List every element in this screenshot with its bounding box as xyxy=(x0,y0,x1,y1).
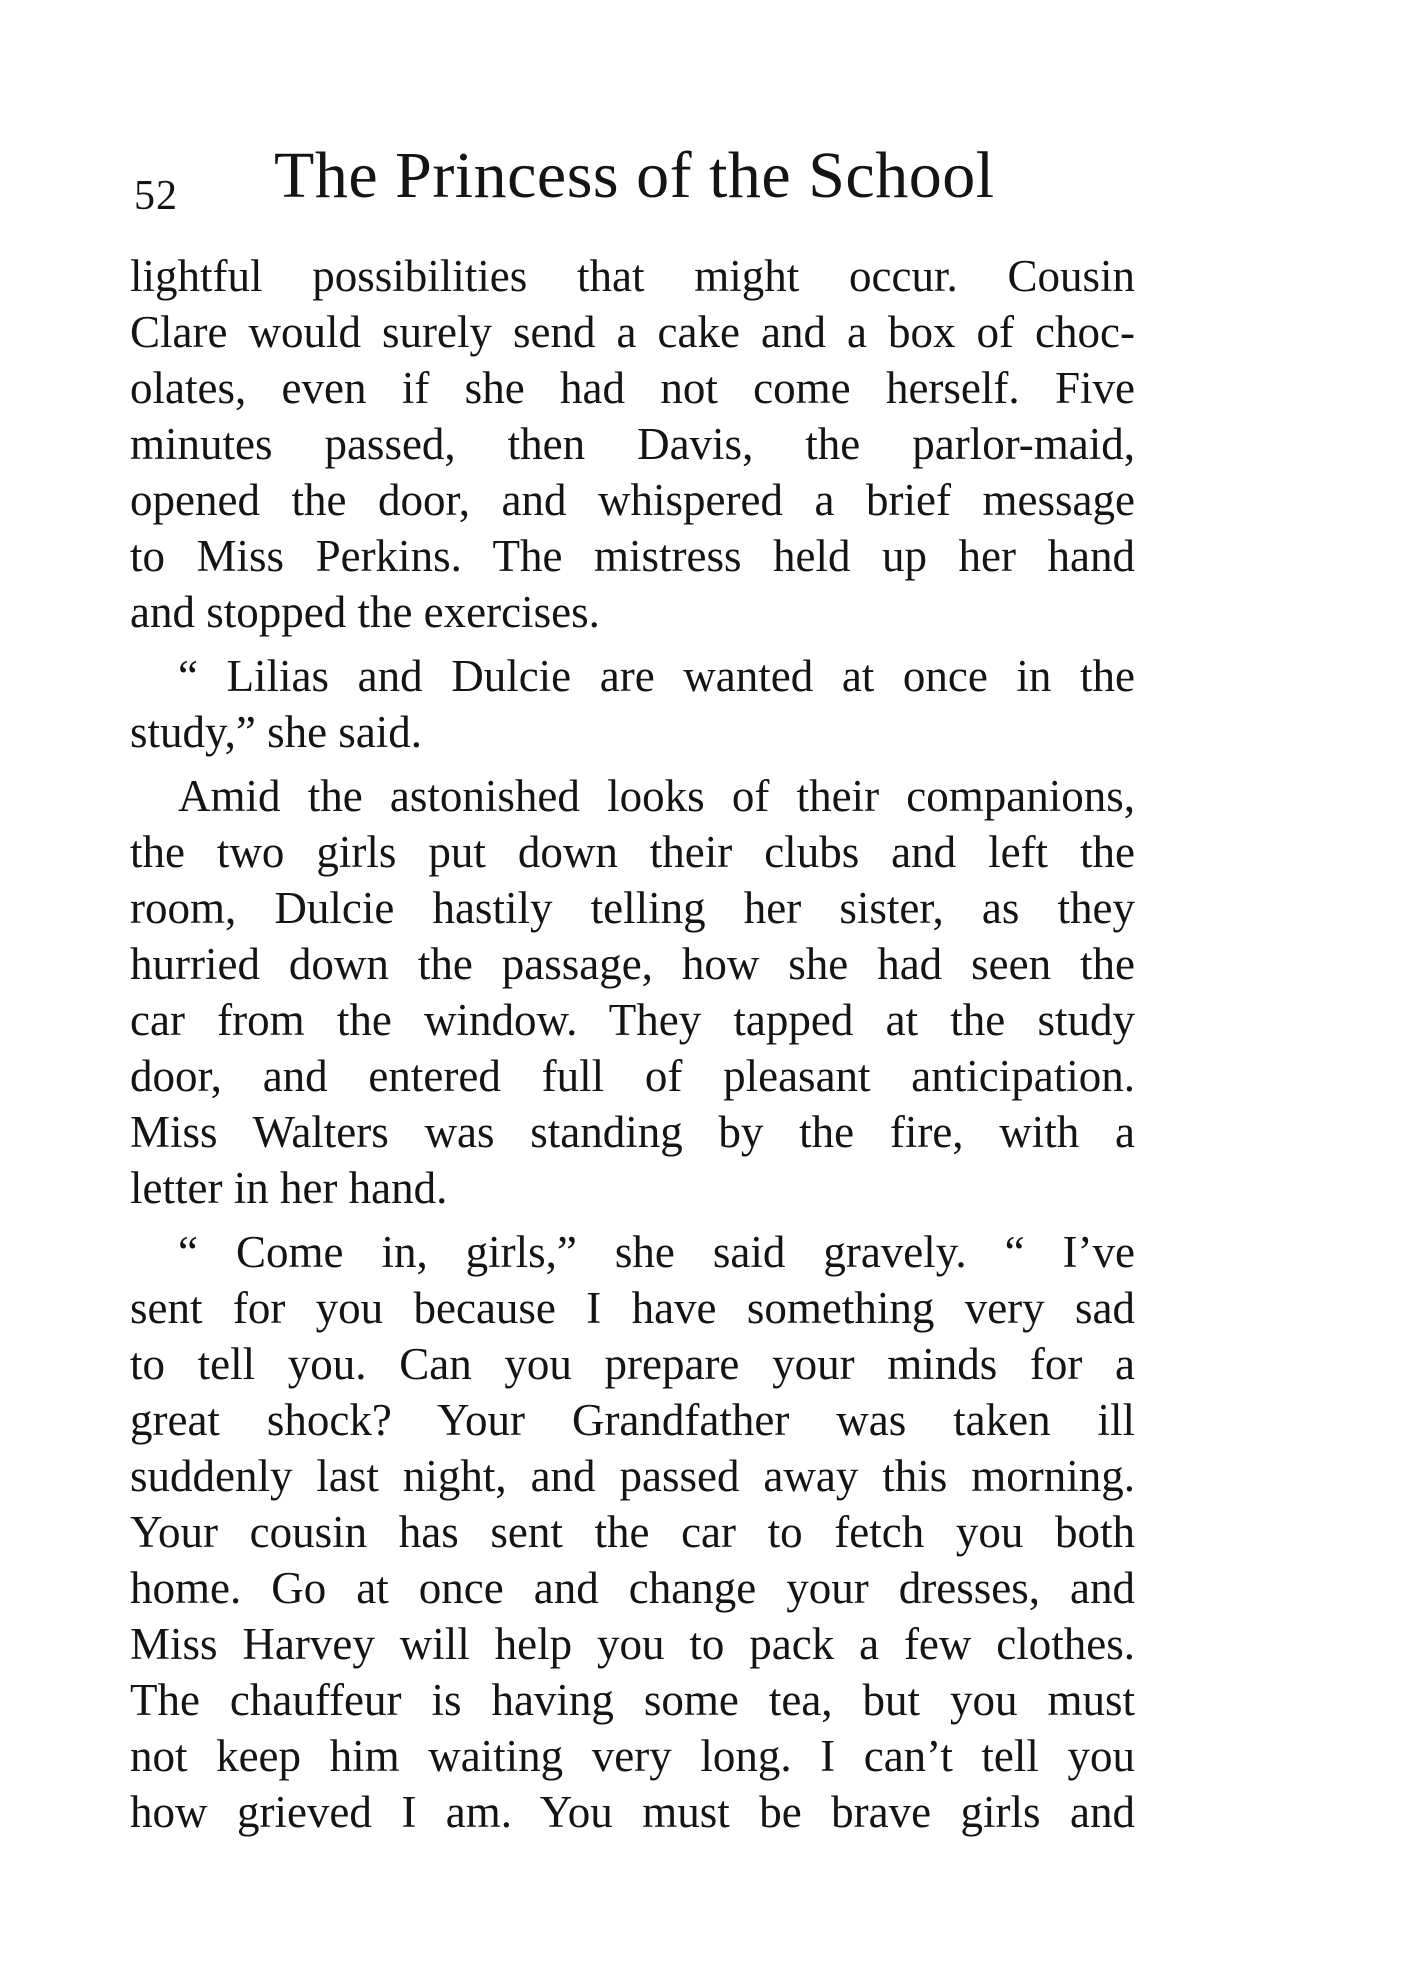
text-line: and stopped the exercises. xyxy=(130,587,600,637)
paragraph-1 xyxy=(130,248,1135,640)
text-line: minutes passed, then Davis, the parlor-maid, xyxy=(130,419,1135,469)
text-line: Miss Harvey will help you to pack a few clothes. xyxy=(130,1619,1135,1669)
text-line: hurried down the passage, how she had seen the xyxy=(130,939,1135,989)
text-line: lightful possibilities that might occur. Cousin xyxy=(130,251,1135,301)
text-line: “ Come in, girls,” she said gravely. “ I’ve xyxy=(178,1227,1135,1277)
text-line: Your cousin has sent the car to fetch you both xyxy=(130,1507,1135,1557)
text-line: The chauffeur is having some tea, but you must xyxy=(130,1675,1135,1725)
text-line: study,” she said. xyxy=(130,707,423,757)
text-line: olates, even if she had not come herself. Five xyxy=(130,363,1135,413)
text-line: to Miss Perkins. The mistress held up her hand xyxy=(130,531,1135,581)
text-line: sent for you because I have something very sad xyxy=(130,1283,1135,1333)
text-line: opened the door, and whispered a brief message xyxy=(130,475,1135,525)
running-head xyxy=(134,138,1134,218)
text-line: “ Lilias and Dulcie are wanted at once in the xyxy=(178,651,1135,701)
text-line: car from the window. They tapped at the study xyxy=(130,995,1135,1045)
text-line: letter in her hand. xyxy=(130,1163,448,1213)
text-line: not keep him waiting very long. I can’t tell you xyxy=(130,1731,1135,1781)
paragraph-4 xyxy=(130,1224,1135,1840)
text-line: door, and entered full of pleasant anticipation. xyxy=(130,1051,1135,1101)
text-line: Miss Walters was standing by the fire, with a xyxy=(130,1107,1135,1157)
paragraph-3 xyxy=(130,768,1135,1216)
text-line: to tell you. Can you prepare your minds for a xyxy=(130,1339,1135,1389)
text-line: great shock? Your Grandfather was taken ill xyxy=(130,1395,1135,1445)
text-line: the two girls put down their clubs and left the xyxy=(130,827,1135,877)
text-line: how grieved I am. You must be brave girls and xyxy=(130,1787,1135,1837)
book-title: The Princess of the School xyxy=(274,139,995,212)
body-text xyxy=(130,248,1135,1840)
paragraph-2 xyxy=(130,648,1135,760)
text-line: room, Dulcie hastily telling her sister, as they xyxy=(130,883,1135,933)
page-number: 52 xyxy=(134,173,178,219)
text-line: home. Go at once and change your dresses, and xyxy=(130,1563,1135,1613)
text-line: suddenly last night, and passed away this morning. xyxy=(130,1451,1135,1501)
text-line: Amid the astonished looks of their companions, xyxy=(178,771,1135,821)
text-line: Clare would surely send a cake and a box of choc- xyxy=(130,307,1135,357)
